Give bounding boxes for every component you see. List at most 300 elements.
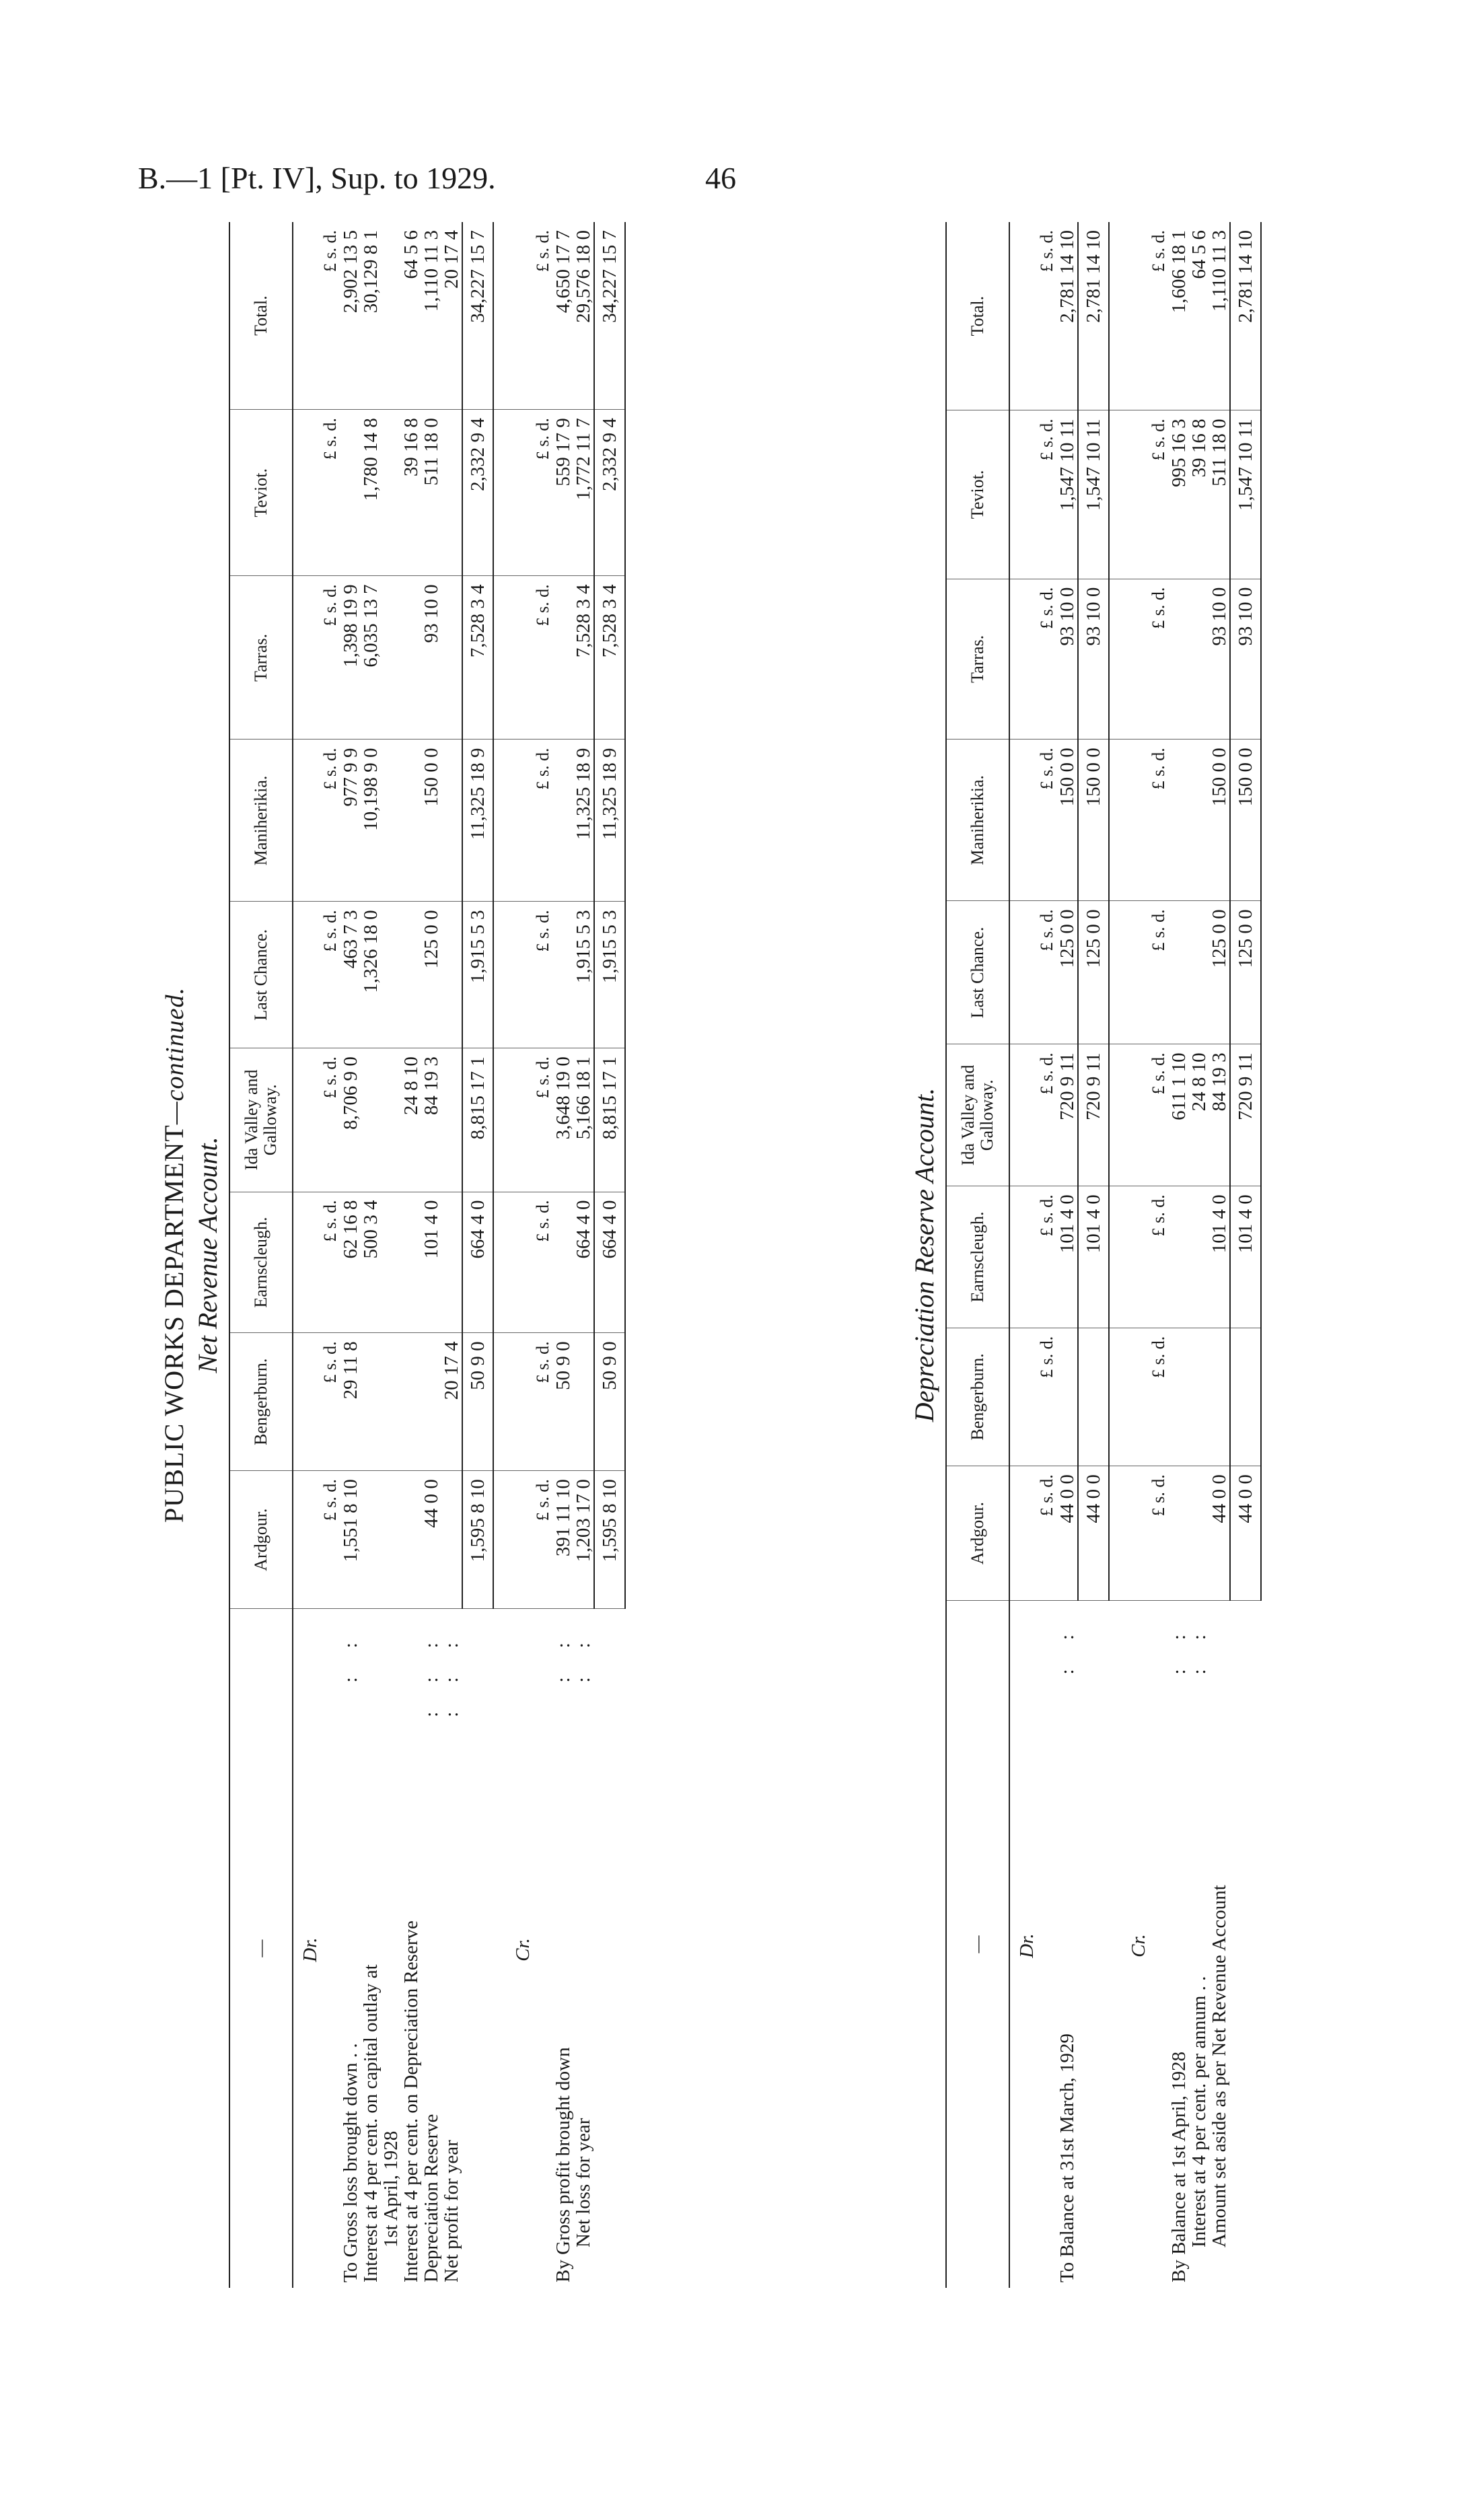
empty-cell [506, 222, 533, 410]
amount-cell: 150 0 0 [421, 740, 441, 902]
amount-cell: 64 5 6 [1189, 222, 1209, 410]
empty-cell [506, 1048, 533, 1192]
amount-cell: 125 0 0 [421, 902, 441, 1048]
leader-dots: : : [573, 1630, 594, 1683]
amount-cell: 511 18 0 [1209, 410, 1230, 579]
amount-cell: 8,706 9 0 [340, 1048, 361, 1192]
amount-cell [1169, 1328, 1189, 1466]
empty-cell [293, 222, 320, 410]
amount-cell: 1,203 17 0 [573, 1471, 594, 1609]
side-label-row [1009, 222, 1037, 2288]
units-cell: £ s. d. [320, 740, 340, 902]
amount-cell [381, 222, 401, 410]
row-label [1037, 1601, 1057, 2288]
amount-cell: 64 5 6 [401, 222, 421, 410]
table-row [381, 222, 401, 2288]
row-label [320, 1609, 340, 2288]
depreciation-reserve-body [1009, 222, 1261, 2288]
amount-cell: 1,547 10 11 [1078, 410, 1109, 579]
amount-cell: 34,227 15 7 [594, 222, 625, 410]
empty-cell [1009, 740, 1037, 901]
amount-cell [401, 1333, 421, 1471]
amount-cell [381, 1471, 401, 1609]
empty-cell [293, 576, 320, 740]
row-label [533, 1609, 553, 2288]
row-label [381, 1609, 401, 2288]
row-label-text: Net profit for year [441, 2140, 462, 2282]
empty-cell [506, 1333, 533, 1471]
empty-cell [1009, 222, 1037, 410]
spacer-cell [493, 1048, 506, 1192]
amount-cell [361, 1471, 381, 1609]
amount-cell [441, 410, 462, 576]
spacer-cell [493, 410, 506, 576]
amount-cell: 44 0 0 [1057, 1466, 1078, 1601]
row-label [1078, 1601, 1109, 2288]
empty-cell [1122, 740, 1149, 901]
column-header: Ida Valley and Galloway. [229, 1048, 293, 1192]
total-row [462, 222, 493, 2288]
amount-cell: 995 16 3 [1169, 410, 1189, 579]
column-header: Total. [229, 222, 293, 410]
table-row [553, 222, 573, 2288]
row-label [421, 1609, 441, 2288]
column-header: Total. [946, 222, 1009, 410]
amount-cell: 2,781 14 10 [1078, 222, 1109, 410]
amount-cell [381, 576, 401, 740]
row-label-text: By Balance at 1st April, 1928 [1168, 2051, 1190, 2282]
amount-cell: 7,528 3 4 [573, 576, 594, 740]
units-cell: £ s. d. [320, 1192, 340, 1333]
amount-cell [1169, 901, 1189, 1044]
row-label [1057, 1601, 1078, 2288]
amount-cell [1189, 579, 1209, 740]
spacer-cell [493, 1192, 506, 1333]
amount-cell: 611 1 10 [1169, 1044, 1189, 1186]
depreciation-reserve-title: Depreciation Reserve Account. [909, 1087, 939, 1423]
column-header: Teviot. [946, 410, 1009, 579]
amount-cell [1169, 579, 1189, 740]
row-label-text: By Gross profit brought down [552, 2047, 574, 2282]
empty-cell [1009, 410, 1037, 579]
amount-cell [381, 902, 401, 1048]
amount-cell: 10,198 9 0 [361, 740, 381, 902]
amount-cell [1230, 1328, 1261, 1466]
spacer-cell [1109, 740, 1122, 901]
amount-cell: 125 0 0 [1230, 901, 1261, 1044]
units-cell: £ s. d. [320, 1471, 340, 1609]
units-cell: £ s. d. [320, 1048, 340, 1192]
units-cell: £ s. d. [1037, 1328, 1057, 1466]
amount-cell: 8,815 17 1 [594, 1048, 625, 1192]
department-name: PUBLIC WORKS DEPARTMENT [159, 1124, 189, 1523]
empty-cell [293, 1471, 320, 1609]
units-cell: £ s. d. [1037, 579, 1057, 740]
net-revenue-body [293, 222, 625, 2288]
amount-cell: 977 9 9 [340, 740, 361, 902]
units-row [1149, 222, 1169, 2288]
leader-dots: : : : [421, 1630, 442, 1717]
leader-dots: : : [552, 1630, 574, 1683]
table-row [340, 222, 361, 2288]
spacer-cell [1109, 222, 1122, 410]
amount-cell: 30,129 8 1 [361, 222, 381, 410]
table-row [421, 222, 441, 2288]
units-cell: £ s. d. [1149, 1466, 1169, 1601]
total-row [1078, 222, 1109, 2288]
spacer-cell [493, 902, 506, 1048]
column-header: Ardgour. [229, 1471, 293, 1609]
empty-cell [506, 1471, 533, 1609]
amount-cell [1169, 1466, 1189, 1601]
spacer-cell [1109, 1328, 1122, 1466]
units-cell: £ s. d. [533, 740, 553, 902]
amount-cell [573, 1333, 594, 1471]
empty-cell [293, 1192, 320, 1333]
amount-cell: 50 9 0 [462, 1333, 493, 1471]
amount-cell: 2,781 14 10 [1057, 222, 1078, 410]
amount-cell: 8,815 17 1 [462, 1048, 493, 1192]
empty-cell [1122, 901, 1149, 1044]
row-label [553, 1609, 573, 2288]
row-label [462, 1609, 493, 2288]
row-label [401, 1609, 421, 2288]
amount-cell: 720 9 11 [1078, 1044, 1109, 1186]
amount-cell: 29 11 8 [340, 1333, 361, 1471]
side-label-row [1122, 222, 1149, 2288]
amount-cell [381, 410, 401, 576]
amount-cell: 50 9 0 [594, 1333, 625, 1471]
units-cell: £ s. d. [533, 902, 553, 1048]
row-label-text: Net loss for year [573, 2118, 594, 2247]
page-number: 46 [705, 161, 736, 195]
units-cell: £ s. d. [1037, 1186, 1057, 1328]
side-label: Dr. [1016, 1933, 1038, 1958]
amount-cell: 1,780 14 8 [361, 410, 381, 576]
amount-cell: 62 16 8 [340, 1192, 361, 1333]
units-cell: £ s. d. [320, 410, 340, 576]
amount-cell [441, 740, 462, 902]
spacer-cell [493, 576, 506, 740]
empty-cell [1122, 222, 1149, 410]
amount-cell [401, 1192, 421, 1333]
amount-cell: 93 10 0 [421, 576, 441, 740]
units-cell: £ s. d. [320, 222, 340, 410]
units-cell: £ s. d. [1037, 1466, 1057, 1601]
column-header: Bengerburn. [946, 1328, 1009, 1466]
amount-cell: 11,325 18 9 [594, 740, 625, 902]
amount-cell [1057, 1328, 1078, 1466]
column-header: — [946, 1601, 1009, 2288]
empty-cell [293, 1048, 320, 1192]
units-cell: £ s. d. [533, 1192, 553, 1333]
amount-cell [553, 740, 573, 902]
table-header-row [946, 222, 1009, 2288]
units-cell: £ s. d. [1149, 222, 1169, 410]
spacer-cell [493, 740, 506, 902]
amount-cell: 720 9 11 [1230, 1044, 1261, 1186]
rotated-page-body [159, 67, 1479, 2288]
spacer-cell [493, 1609, 506, 2288]
row-label [1149, 1601, 1169, 2288]
units-row [1037, 222, 1057, 2288]
units-cell: £ s. d. [1037, 1044, 1057, 1186]
amount-cell [441, 576, 462, 740]
leader-dots: : : [1168, 1622, 1190, 1675]
amount-cell: 664 4 0 [462, 1192, 493, 1333]
empty-cell [506, 902, 533, 1048]
units-cell: £ s. d. [1149, 901, 1169, 1044]
amount-cell: 511 18 0 [421, 410, 441, 576]
amount-cell: 84 19 3 [1209, 1044, 1230, 1186]
amount-cell [1169, 1186, 1189, 1328]
spacer-row [1109, 222, 1122, 2288]
leader-dots: : : : [441, 1630, 462, 1717]
amount-cell: 24 8 10 [401, 1048, 421, 1192]
column-header: — [229, 1609, 293, 2288]
column-header: Ida Valley and Galloway. [946, 1044, 1009, 1186]
empty-cell [506, 740, 533, 902]
amount-cell: 20 17 4 [441, 222, 462, 410]
amount-cell: 24 8 10 [1189, 1044, 1209, 1186]
empty-cell [1009, 1044, 1037, 1186]
amount-cell [1209, 1328, 1230, 1466]
row-label-text: Depreciation Reserve [421, 2114, 442, 2282]
units-cell: £ s. d. [533, 1333, 553, 1471]
total-row [1230, 222, 1261, 2288]
amount-cell: 1,915 5 3 [573, 902, 594, 1048]
amount-cell: 125 0 0 [1078, 901, 1109, 1044]
spacer-cell [1109, 410, 1122, 579]
amount-cell: 93 10 0 [1057, 579, 1078, 740]
column-header: Maniherikia. [229, 740, 293, 902]
units-cell: £ s. d. [533, 1471, 553, 1609]
spacer-cell [1109, 1186, 1122, 1328]
units-row [533, 222, 553, 2288]
amount-cell: 101 4 0 [1209, 1186, 1230, 1328]
column-header: Tarras. [229, 576, 293, 740]
units-cell: £ s. d. [1037, 740, 1057, 901]
units-cell: £ s. d. [1149, 410, 1169, 579]
units-cell: £ s. d. [1149, 1044, 1169, 1186]
side-label: Cr. [512, 1938, 534, 1961]
units-cell: £ s. d. [1149, 579, 1169, 740]
empty-cell [293, 410, 320, 576]
row-label-text: 1st April, 1928 [380, 2130, 402, 2247]
row-label [573, 1609, 594, 2288]
units-cell: £ s. d. [320, 902, 340, 1048]
units-cell: £ s. d. [1149, 740, 1169, 901]
amount-cell: 150 0 0 [1209, 740, 1230, 901]
amount-cell [381, 1192, 401, 1333]
side-label: Cr. [1128, 1934, 1149, 1957]
spacer-cell [1109, 1601, 1122, 2288]
row-label [441, 1609, 462, 2288]
spacer-cell [1109, 1044, 1122, 1186]
amount-cell [381, 1333, 401, 1471]
side-label: Dr. [299, 1937, 321, 1962]
amount-cell [361, 1048, 381, 1192]
amount-cell: 44 0 0 [1078, 1466, 1109, 1601]
amount-cell [401, 1471, 421, 1609]
leader-dots: : : [340, 1630, 361, 1683]
amount-cell: 1,915 5 3 [594, 902, 625, 1048]
amount-cell: 3,648 19 0 [553, 1048, 573, 1192]
amount-cell: 101 4 0 [421, 1192, 441, 1333]
amount-cell: 11,325 18 9 [462, 740, 493, 902]
running-header: B.—1 [Pt. IV], Sup. to 1929. [138, 161, 496, 195]
column-header: Last Chance. [229, 902, 293, 1048]
side-label-row [293, 222, 320, 2288]
amount-cell [441, 1192, 462, 1333]
empty-cell [1122, 410, 1149, 579]
table-row [1189, 222, 1209, 2288]
amount-cell: 2,332 9 4 [462, 410, 493, 576]
amount-cell: 2,902 13 5 [340, 222, 361, 410]
amount-cell: 1,595 8 10 [462, 1471, 493, 1609]
amount-cell [340, 410, 361, 576]
row-label-text: To Balance at 31st March, 1929 [1056, 2033, 1078, 2282]
table-row [1057, 222, 1078, 2288]
amount-cell: 39 16 8 [1189, 410, 1209, 579]
table-header-row [229, 222, 293, 2288]
amount-cell [401, 740, 421, 902]
amount-cell: 559 17 9 [553, 410, 573, 576]
empty-cell [1122, 1186, 1149, 1328]
amount-cell: 34,227 15 7 [462, 222, 493, 410]
amount-cell: 93 10 0 [1209, 579, 1230, 740]
row-label-text: Interest at 4 per cent. per annum . . [1188, 1976, 1210, 2247]
amount-cell [381, 740, 401, 902]
amount-cell: 1,110 11 3 [1209, 222, 1230, 410]
units-cell: £ s. d. [1149, 1186, 1169, 1328]
side-label-row [506, 222, 533, 2288]
amount-cell [401, 576, 421, 740]
amount-cell: 150 0 0 [1078, 740, 1109, 901]
empty-cell [1009, 579, 1037, 740]
column-header: Maniherikia. [946, 740, 1009, 901]
table-row [361, 222, 381, 2288]
amount-cell: 664 4 0 [594, 1192, 625, 1333]
amount-cell: 1,551 8 10 [340, 1471, 361, 1609]
units-cell: £ s. d. [1037, 901, 1057, 1044]
spacer-cell [493, 1471, 506, 1609]
amount-cell: 1,326 18 0 [361, 902, 381, 1048]
amount-cell: 4,650 17 7 [553, 222, 573, 410]
amount-cell: 44 0 0 [1230, 1466, 1261, 1601]
units-cell: £ s. d. [320, 1333, 340, 1471]
amount-cell: 44 0 0 [421, 1471, 441, 1609]
units-cell: £ s. d. [1037, 410, 1057, 579]
column-header: Earnscleugh. [229, 1192, 293, 1333]
table-row [401, 222, 421, 2288]
amount-cell: 125 0 0 [1209, 901, 1230, 1044]
amount-cell: 500 3 4 [361, 1192, 381, 1333]
units-row [320, 222, 340, 2288]
row-label-text: Interest at 4 per cent. on capital outlay at [360, 1964, 382, 2282]
spacer-row [493, 222, 506, 2288]
amount-cell: 39 16 8 [401, 410, 421, 576]
amount-cell: 1,606 18 1 [1169, 222, 1189, 410]
column-header: Earnscleugh. [946, 1186, 1009, 1328]
amount-cell: 101 4 0 [1078, 1186, 1109, 1328]
spacer-cell [1109, 579, 1122, 740]
empty-cell [1009, 1186, 1037, 1328]
empty-cell [1122, 579, 1149, 740]
empty-cell [506, 576, 533, 740]
amount-cell: 11,325 18 9 [573, 740, 594, 902]
amount-cell: 1,595 8 10 [594, 1471, 625, 1609]
table-row [573, 222, 594, 2288]
amount-cell: 150 0 0 [1230, 740, 1261, 901]
empty-cell [506, 1192, 533, 1333]
net-revenue-title: Net Revenue Account. [192, 1137, 223, 1373]
amount-cell [1189, 1328, 1209, 1466]
amount-cell: 1,398 19 9 [340, 576, 361, 740]
empty-cell [1122, 1044, 1149, 1186]
amount-cell [1078, 1328, 1109, 1466]
net-revenue-table [229, 222, 626, 2288]
amount-cell: 125 0 0 [1057, 901, 1078, 1044]
row-label-text: To Gross loss brought down . . [340, 2043, 361, 2282]
row-label [1189, 1601, 1209, 2288]
spacer-cell [1109, 901, 1122, 1044]
units-cell: £ s. d. [533, 1048, 553, 1192]
amount-cell: 7,528 3 4 [462, 576, 493, 740]
amount-cell [361, 1333, 381, 1471]
table-row [1209, 222, 1230, 2288]
row-label [1209, 1601, 1230, 2288]
amount-cell [1169, 740, 1189, 901]
column-header: Tarras. [946, 579, 1009, 740]
row-label [340, 1609, 361, 2288]
department-suffix: —continued. [161, 987, 189, 1125]
column-header: Bengerburn. [229, 1333, 293, 1471]
amount-cell: 101 4 0 [1230, 1186, 1261, 1328]
amount-cell: 5,166 18 1 [573, 1048, 594, 1192]
amount-cell: 93 10 0 [1078, 579, 1109, 740]
amount-cell: 29,576 18 0 [573, 222, 594, 410]
amount-cell: 2,332 9 4 [594, 410, 625, 576]
amount-cell [441, 1048, 462, 1192]
amount-cell [421, 1333, 441, 1471]
empty-cell [293, 902, 320, 1048]
units-cell: £ s. d. [1037, 222, 1057, 410]
amount-cell: 664 4 0 [573, 1192, 594, 1333]
amount-cell [401, 902, 421, 1048]
amount-cell [441, 1471, 462, 1609]
amount-cell: 2,781 14 10 [1230, 222, 1261, 410]
department-title [158, 222, 190, 2288]
amount-cell: 463 7 3 [340, 902, 361, 1048]
empty-cell [1122, 1466, 1149, 1601]
units-cell: £ s. d. [533, 222, 553, 410]
table-row [1169, 222, 1189, 2288]
amount-cell: 391 11 10 [553, 1471, 573, 1609]
table-row [441, 222, 462, 2288]
amount-cell: 20 17 4 [441, 1333, 462, 1471]
amount-cell: 93 10 0 [1230, 579, 1261, 740]
spacer-cell [1109, 1466, 1122, 1601]
amount-cell [381, 1048, 401, 1192]
amount-cell: 1,547 10 11 [1057, 410, 1078, 579]
amount-cell: 1,772 11 7 [573, 410, 594, 576]
empty-cell [293, 1333, 320, 1471]
empty-cell [1009, 1466, 1037, 1601]
empty-cell [1122, 1328, 1149, 1466]
amount-cell: 720 9 11 [1057, 1044, 1078, 1186]
units-cell: £ s. d. [533, 410, 553, 576]
